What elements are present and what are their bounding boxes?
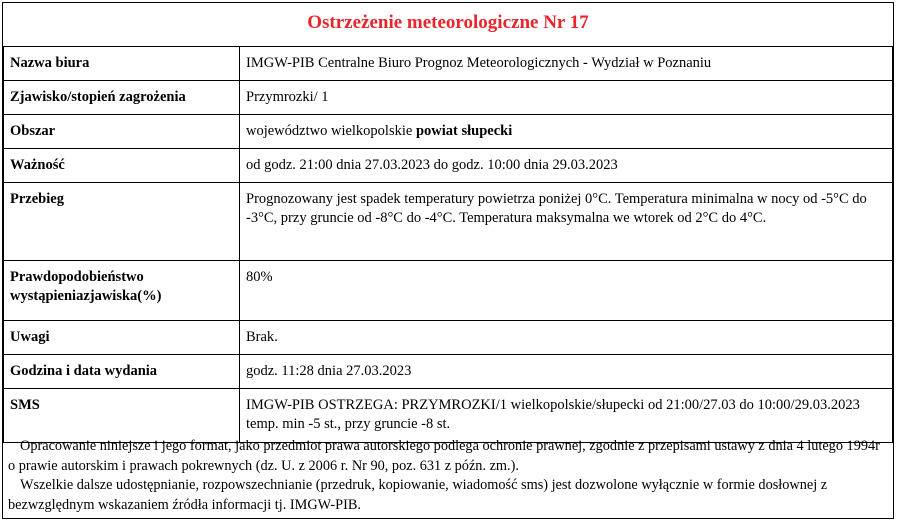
row-phenomenon: [4, 81, 893, 115]
label-phenomenon: Zjawisko/stopień zagrożenia: [4, 81, 240, 115]
label-office: Nazwa biura: [4, 47, 240, 81]
row-area: [4, 115, 893, 149]
value-remarks: Brak.: [240, 321, 893, 355]
row-sms: [4, 389, 893, 443]
document-title: Ostrzeżenie meteorologiczne Nr 17: [307, 12, 589, 33]
row-office: [4, 47, 893, 81]
label-area: Obszar: [4, 115, 240, 149]
label-probability-line1: Prawdopodobieństwo: [10, 269, 144, 285]
value-course: Prognozowany jest spadek temperatury powietrza poniżej 0°C. Temperatura minimalna w nocy od -5°C do -3°C, przy gruncie od -8°C do -4°C. Temperatura maksymalna we wtorek od 2°C do 4°C.: [240, 183, 893, 261]
value-probability: 80%: [240, 261, 893, 321]
row-issued: [4, 355, 893, 389]
copyright-paragraph: Opracowanie niniejsze i jego format, jako przedmiot prawa autorskiego podlega ochronie prawnej, zgodnie z przepisami ustawy z dnia 4 lutego 1994r o prawie autorskim i prawach pokrewnych (dz. U. z 2006 r. Nr 90, poz. 631 z późn. zm.).: [8, 438, 880, 474]
label-sms: SMS: [4, 389, 240, 443]
distribution-paragraph: Wszelkie dalsze udostępnianie, rozpowszechnianie (przedruk, kopiowanie, wiadomość sms) jest dozwolone wyłącznie w formie dosłownej z bezwzględnym wskazaniem źródła informacji tj. IMGW-PIB.: [8, 477, 828, 513]
row-validity: [4, 149, 893, 183]
value-sms: IMGW-PIB OSTRZEGA: PRZYMROZKI/1 wielkopolskie/słupecki od 21:00/27.03 do 10:00/29.03.2023 temp. min -5 st., przy gruncie -8 st.: [240, 389, 893, 443]
label-issued: Godzina i data wydania: [4, 355, 240, 389]
value-phenomenon: Przymrozki/ 1: [240, 81, 893, 115]
warning-document: [2, 2, 894, 519]
row-remarks: [4, 321, 893, 355]
label-course: Przebieg: [4, 183, 240, 261]
value-validity: od godz. 21:00 dnia 27.03.2023 do godz. 10:00 dnia 29.03.2023: [240, 149, 893, 183]
label-probability: [4, 261, 240, 321]
row-probability: [4, 261, 893, 321]
label-probability-line2: wystąpieniazjawiska(%): [10, 288, 162, 304]
value-area: [240, 115, 893, 149]
copyright-notice: [3, 437, 893, 515]
label-validity: Ważność: [4, 149, 240, 183]
label-remarks: Uwagi: [4, 321, 240, 355]
value-office: IMGW-PIB Centralne Biuro Prognoz Meteorologicznych - Wydział w Poznaniu: [240, 47, 893, 81]
row-course: [4, 183, 893, 261]
warning-table: [3, 46, 893, 443]
area-county: powiat słupecki: [415, 123, 513, 139]
area-region: województwo wielkopolskie: [246, 123, 416, 139]
value-issued: godz. 11:28 dnia 27.03.2023: [240, 355, 893, 389]
